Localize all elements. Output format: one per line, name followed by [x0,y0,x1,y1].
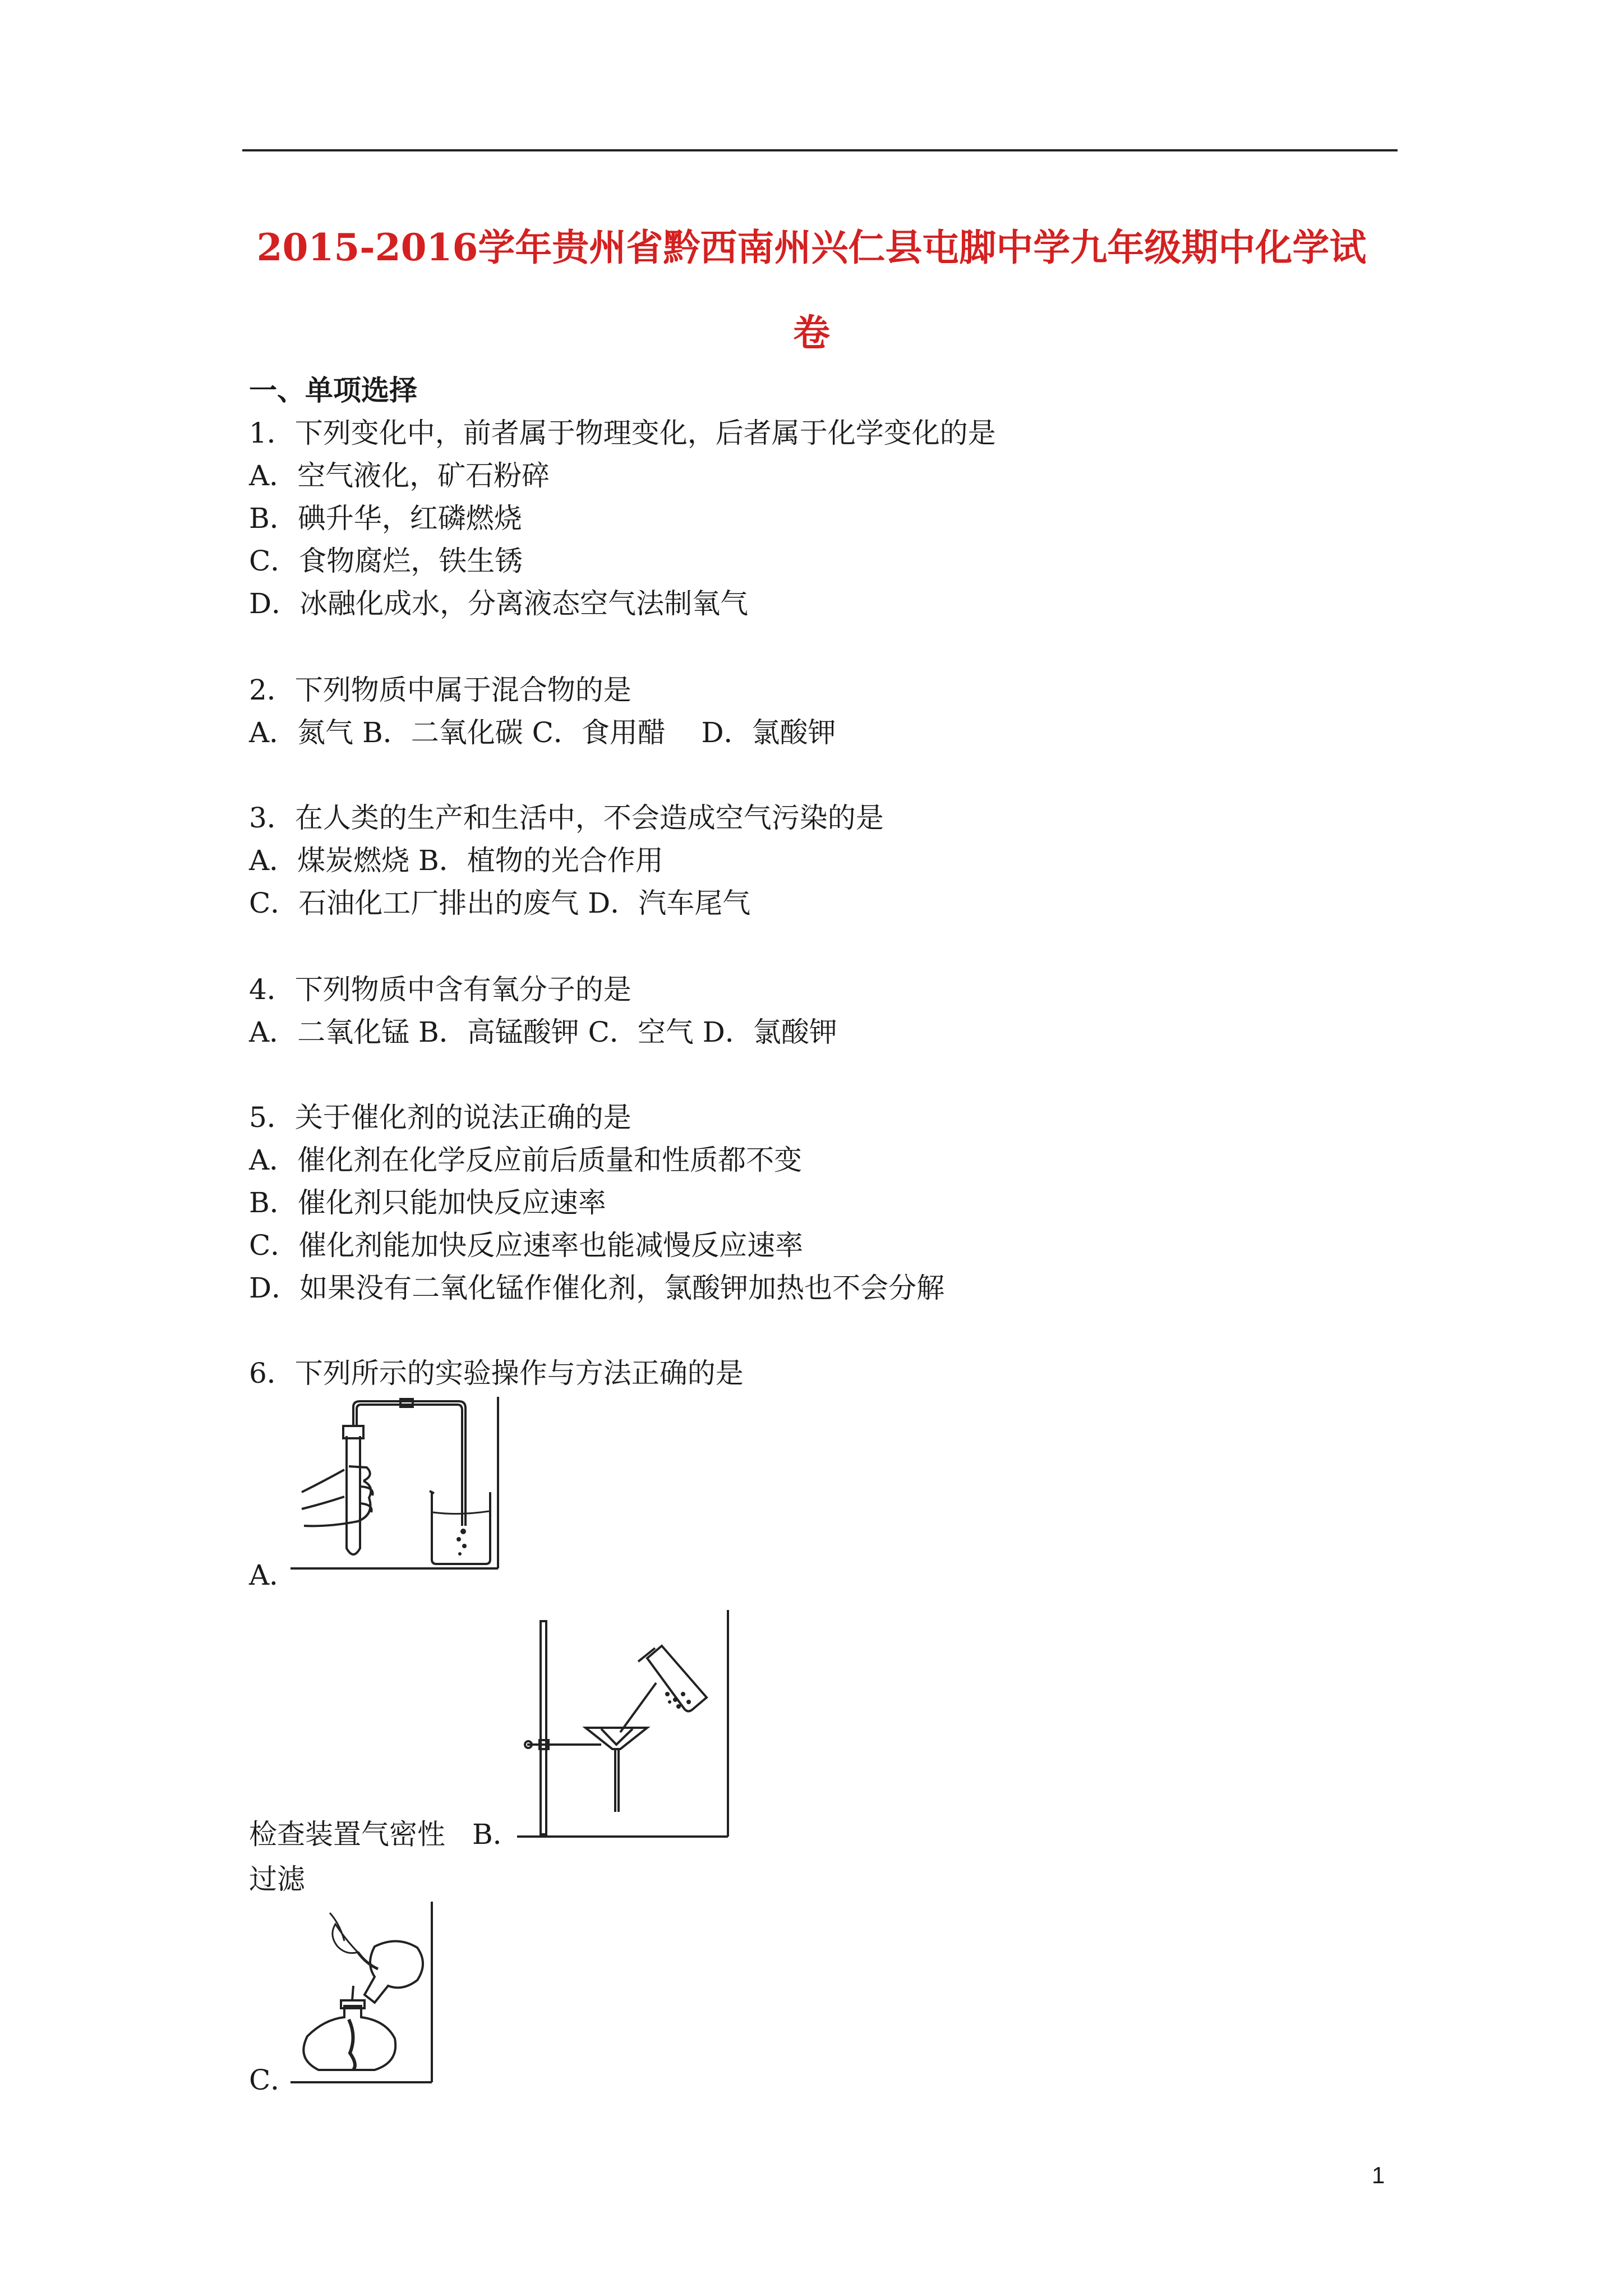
question-2-stem: 2．下列物质中属于混合物的是 [249,674,631,706]
question-4-options: A．二氧化锰 B．高锰酸钾 C．空气 D．氯酸钾 [249,1016,837,1048]
exam-title-line1: 2015-2016学年贵州省黔西南州兴仁县屯脚中学九年级期中化学试 [256,226,1367,269]
question-5-option-b: B．催化剂只能加快反应速率 [249,1186,606,1219]
question-1-option-c: C．食物腐烂，铁生锈 [249,545,523,577]
question-4-stem: 4．下列物质中含有氧分子的是 [249,973,631,1006]
question-1-stem: 1．下列变化中，前者属于物理变化，后者属于化学变化的是 [249,417,996,449]
question-1-option-a: A．空气液化，矿石粉碎 [249,459,550,492]
question-6-option-a-label: A． [249,1559,298,1591]
question-6-stem: 6．下列所示的实验操作与方法正确的是 [249,1357,744,1389]
question-6-option-b-caption: 过滤 [249,1863,305,1895]
alcohol-lamp-figure [291,1902,434,2085]
question-5-option-d: D．如果没有二氧化锰作催化剂，氯酸钾加热也不会分解 [249,1272,945,1304]
question-3-options-cd: C．石油化工厂排出的废气 D．汽车尾气 [249,887,751,919]
airtightness-check-figure [291,1397,501,1571]
section-heading: 一、单项选择 [249,374,417,407]
header-rule [242,149,1398,151]
question-3-stem: 3．在人类的生产和生活中，不会造成空气污染的是 [249,802,884,834]
question-6-option-c-label: C． [249,2064,299,2096]
filtration-figure [517,1610,730,1838]
question-6-option-b-label: B． [472,1818,521,1851]
question-1-option-d: D．冰融化成水，分离液态空气法制氧气 [249,587,749,620]
exam-title-line2: 卷 [793,311,830,355]
question-5-option-a: A．催化剂在化学反应前后质量和性质都不变 [249,1144,803,1176]
question-3-options-ab: A．煤炭燃烧 B．植物的光合作用 [249,844,663,877]
question-2-options: A．氮气 B．二氧化碳 C．食用醋 D．氯酸钾 [249,716,836,749]
question-6-option-a-caption: 检查装置气密性 [249,1818,445,1851]
question-1-option-b: B．碘升华，红磷燃烧 [249,502,522,535]
page-number: 1 [1372,2162,1385,2188]
question-5-stem: 5．关于催化剂的说法正确的是 [249,1101,631,1134]
question-5-option-c: C．催化剂能加快反应速率也能减慢反应速率 [249,1229,804,1262]
